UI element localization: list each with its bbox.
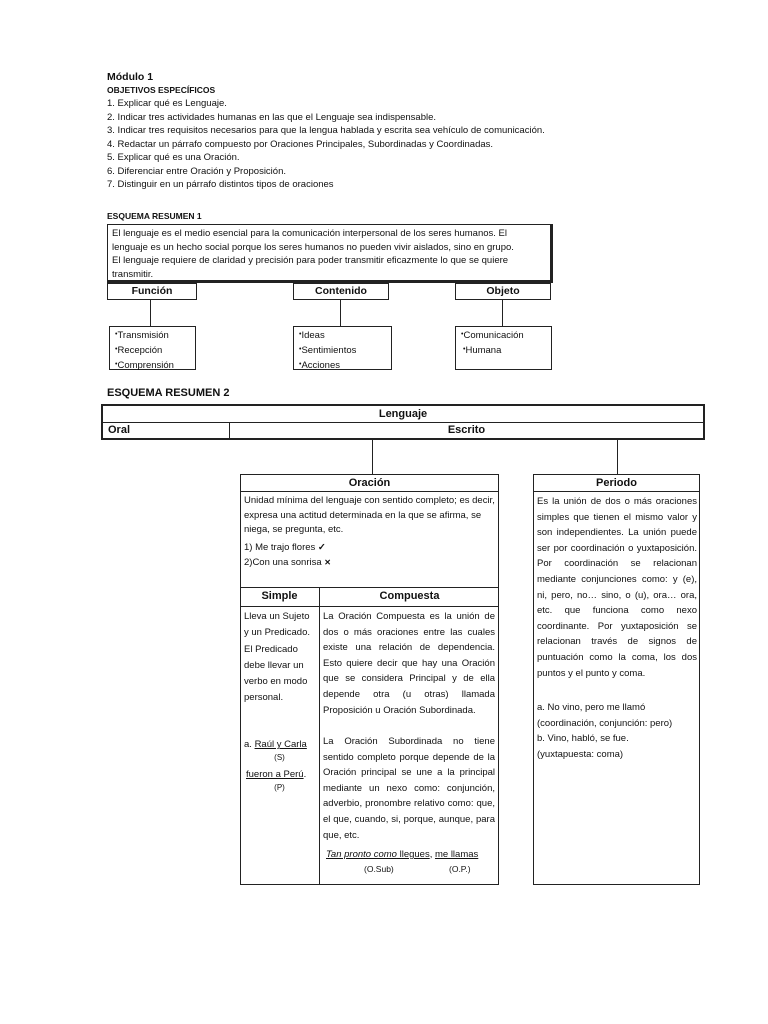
objectives-list <box>107 97 707 192</box>
contenido-item: • Acciones <box>299 358 386 373</box>
contenido-item: • Ideas <box>299 328 386 343</box>
predicate-tag: (P) <box>274 783 285 792</box>
definition-line: El lenguaje requiere de claridad y precisión para poder transmitir eficazmente lo que se quiere <box>112 255 509 266</box>
periodo-title: Periodo <box>596 477 637 489</box>
cross-icon: ✕ <box>324 558 331 567</box>
periodo-example-b-note: (yuxtapuesta: coma) <box>537 748 624 760</box>
objective-item: 3. Indicar tres requisitos necesarios para que la lengua hablada y escrita sea vehículo de comunicación. <box>107 125 545 136</box>
simple-example: a. Raúl y Carla <box>244 739 307 750</box>
objective-item: 2. Indicar tres actividades humanas en las que el Lenguaje sea indispensable. <box>107 111 437 123</box>
divider <box>240 606 499 607</box>
oracion-example-2: 2)Con una sonrisa ✕ <box>244 557 331 568</box>
compuesta-para-2: La Oración Subordinada no tiene sentido completo porque depende de la Oración principal se une a la principal mediante un nexo como: conjunción, adverbio, pronombre relativo como: que, el que, cuando, si, porque, aunque, para que, etc. <box>323 736 495 841</box>
nexo-underlined: Tan pronto como <box>326 849 397 860</box>
objective-item: 1. Explicar qué es Lenguaje. <box>107 98 227 109</box>
funcion-item: • Recepción <box>115 343 190 358</box>
periodo-example-a-note: (coordinación, conjunción: pero) <box>537 717 673 729</box>
op-tag: (O.P.) <box>449 864 471 874</box>
contenido-item: • Sentimientos <box>299 343 386 358</box>
lenguaje-header: Lenguaje <box>101 404 705 423</box>
osub-tag: (O.Sub) <box>364 864 394 874</box>
connector <box>150 300 151 326</box>
divider <box>319 587 320 885</box>
compuesta-title: Compuesta <box>379 590 440 602</box>
funcion-item: • Comprensión <box>115 358 190 373</box>
funcion-item: • Transmisión <box>115 328 190 343</box>
objectives-heading: OBJETIVOS ESPECÍFICOS <box>107 85 216 95</box>
oracion-title: Oración <box>348 477 391 489</box>
objeto-item-cont: • Humana <box>461 343 546 358</box>
contenido-items-box <box>293 326 392 370</box>
objective-item: 7. Distinguir en un párrafo distintos tipos de oraciones <box>107 179 334 190</box>
objeto-header: Objeto <box>455 283 551 300</box>
connector <box>617 440 618 475</box>
subject-underlined: Raúl y Carla <box>254 739 307 750</box>
connector <box>502 300 503 326</box>
objective-item: 4. Redactar un párrafo compuesto por Oraciones Principales, Subordinadas y Coordinadas. <box>107 138 494 150</box>
periodo-example-b: b. Vino, habló, se fue. <box>537 733 629 745</box>
compuesta-para-1: La Oración Compuesta es la unión de dos o más oraciones entre las cuales existe una relación de dependencia. Esto quiere decir que hay una Oración que se considera Principal y de ella depende otra (u otras) llamada Proposición u Oración Subordinada. <box>323 611 495 716</box>
contenido-header: Contenido <box>293 283 389 300</box>
divider <box>240 491 499 492</box>
oral-cell: Oral <box>101 422 230 440</box>
main-underlined: me llamas <box>434 849 479 860</box>
check-icon: ✓ <box>317 542 326 553</box>
oracion-definition: Unidad mínima del lenguaje con sentido completo; es decir, expresa una actitud determinada en la que se afirma, se niega, se pregunta, etc. <box>244 495 495 535</box>
definition-line: lenguaje es un hecho social porque los seres humanos no pueden vivir aislados, sino en grupo. <box>112 241 514 253</box>
periodo-text: Es la unión de dos o más oraciones simples que tienen el mismo valor y son independientes. La unión puede ser por coordinación o yuxtaposición. Por coordinación se relacionan mediante conjunciones como: y (e), ni, pero, no… sino, o (u), ora… ora, etc. que funciona como nexo coordinante. Por yuxtaposición se relacionan través de signos de puntuación como la coma, los dos puntos y el punto y coma. <box>537 496 697 679</box>
objeto-item: • Comunicación <box>461 328 546 343</box>
schema1-definition-box <box>107 224 553 283</box>
definition-line: El lenguaje es el medio esencial para la comunicación interpersonal de los seres humanos. El <box>112 228 508 239</box>
simple-text: Lleva un Sujeto y un Predicado. El Predicado debe llevar un verbo en modo personal. <box>244 611 311 704</box>
funcion-items-box <box>109 326 196 370</box>
divider <box>533 491 700 492</box>
connector <box>340 300 341 326</box>
compuesta-example: Tan pronto como llegues, me llamas <box>326 849 479 860</box>
escrito-cell: Escrito <box>229 422 705 440</box>
periodo-examples <box>537 700 699 762</box>
subject-tag: (S) <box>274 753 285 762</box>
module-title: Módulo 1 <box>107 71 154 83</box>
definition-line: transmitir. <box>112 268 154 280</box>
objective-item: 6. Diferenciar entre Oración y Proposición. <box>107 165 286 177</box>
objective-item: 5. Explicar qué es una Oración. <box>107 152 240 163</box>
schema1-heading: ESQUEMA RESUMEN 1 <box>107 211 202 221</box>
periodo-example-a: a. No vino, pero me llamó <box>537 702 646 713</box>
objeto-items-box <box>455 326 552 370</box>
connector <box>372 440 373 475</box>
simple-title: Simple <box>261 590 298 602</box>
schema2-heading: ESQUEMA RESUMEN 2 <box>107 387 230 399</box>
funcion-header: Función <box>107 283 197 300</box>
predicate-line: fueron a Perú. <box>246 769 307 780</box>
predicate-underlined: fueron a Perú <box>246 769 304 780</box>
oracion-example-1: 1) Me trajo flores ✓ <box>244 542 326 553</box>
